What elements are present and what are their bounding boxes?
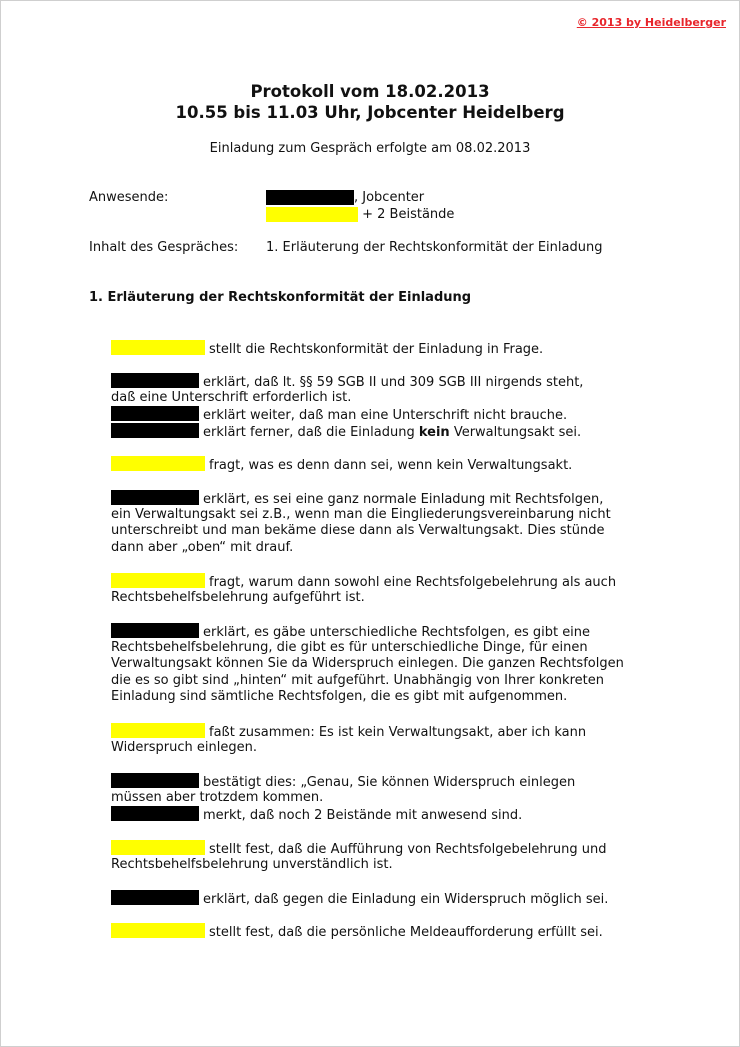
paragraph-text: erklärt, daß lt. §§ 59 SGB II und 309 SGB III nirgends steht, <box>203 375 584 390</box>
paragraph-text: stellt fest, daß die persönliche Meldeaufforderung erfüllt sei. <box>209 925 603 940</box>
paragraph-text: merkt, daß noch 2 Beistände mit anwesend sind. <box>203 808 523 824</box>
attendees-label: Anwesende: <box>89 190 169 205</box>
emphasis-text: kein <box>418 424 450 440</box>
redaction-yellow <box>111 723 205 738</box>
paragraph-text: dann aber „oben“ mit drauf. <box>111 539 294 555</box>
content-label: Inhalt des Gespräches: <box>89 240 239 255</box>
paragraph-text: Rechtsbehelfsbelehrung aufgeführt ist. <box>111 589 365 605</box>
paragraph-text: erklärt weiter, daß man eine Unterschrift nicht brauche. <box>203 408 568 424</box>
redaction-black <box>111 406 199 421</box>
paragraph-text: erklärt, es sei eine ganz normale Einladung mit Rechtsfolgen, <box>203 492 604 507</box>
paragraph-9 <box>111 840 671 873</box>
content-value: 1. Erläuterung der Rechtskonformität der Einladung <box>266 240 603 255</box>
paragraph-8 <box>111 773 671 823</box>
title-line-1: Protokoll vom 18.02.2013 <box>250 82 490 101</box>
paragraph-text: faßt zusammen: Es ist kein Verwaltungsakt, aber ich kann <box>209 725 587 740</box>
copyright-link[interactable]: © 2013 by Heidelberger <box>576 16 726 29</box>
paragraph-text: fragt, warum dann sowohl eine Rechtsfolgebelehrung als auch <box>209 575 617 590</box>
attendee-jobcenter: , Jobcenter <box>354 190 425 205</box>
paragraph-1 <box>111 340 671 357</box>
redaction-yellow <box>111 573 205 588</box>
paragraph-text: müssen aber trotzdem kommen. <box>111 789 324 805</box>
redaction-yellow <box>111 340 205 355</box>
section-heading: 1. Erläuterung der Rechtskonformität der Einladung <box>89 290 472 305</box>
paragraph-11 <box>111 923 671 940</box>
paragraph-5 <box>111 573 671 606</box>
paragraph-text: ein Verwaltungsakt sei z.B., wenn man die Eingliederungsvereinbarung nicht <box>111 506 611 522</box>
redaction-yellow <box>266 207 358 222</box>
paragraph-text: daß eine Unterschrift erforderlich ist. <box>111 389 352 405</box>
redaction-black <box>111 773 199 788</box>
paragraph-2 <box>111 373 671 439</box>
paragraph-3 <box>111 456 671 473</box>
redaction-black <box>111 373 199 388</box>
paragraph-text: die es so gibt sind „hinten“ mit aufgeführt. Unabhängig von Ihrer konkreten <box>111 672 604 688</box>
invitation-date: Einladung zum Gespräch erfolgte am 08.02.2013 <box>209 141 531 156</box>
redaction-black <box>111 490 199 505</box>
title-line-2: 10.55 bis 11.03 Uhr, Jobcenter Heidelberg <box>175 103 565 122</box>
paragraph-text: Rechtsbehelfsbelehrung unverständlich ist. <box>111 856 393 872</box>
paragraph-text: Einladung sind sämtliche Rechtsfolgen, die es gibt mit aufgenommen. <box>111 689 568 705</box>
paragraph-text: stellt die Rechtskonformität der Einladung in Frage. <box>209 342 544 357</box>
redaction-yellow <box>111 840 205 855</box>
attendee-beistaende: + 2 Beistände <box>358 207 455 222</box>
redaction-black <box>111 623 199 638</box>
paragraph-text: Rechtsbehelfsbelehrung, die gibt es für unterschiedliche Dinge, für einen <box>111 639 588 655</box>
paragraph-text: unterschreibt und man bekäme diese dann als Verwaltungsakt. Dies stünde <box>111 523 605 539</box>
paragraph-text: stellt fest, daß die Aufführung von Rechtsfolgebelehrung und <box>209 842 607 857</box>
redaction-yellow <box>111 923 205 938</box>
redaction-black <box>266 190 354 205</box>
paragraph-text: bestätigt dies: „Genau, Sie können Widerspruch einlegen <box>203 775 576 790</box>
paragraph-text: erklärt, es gäbe unterschiedliche Rechtsfolgen, es gibt eine <box>203 625 591 640</box>
paragraph-7 <box>111 723 671 756</box>
paragraph-6 <box>111 623 671 706</box>
paragraph-text: erklärt ferner, daß die Einladung <box>203 424 419 440</box>
redaction-black <box>111 423 199 438</box>
paragraph-text: Verwaltungsakt sei. <box>449 424 582 440</box>
paragraph-10 <box>111 890 671 907</box>
redaction-yellow <box>111 456 205 471</box>
paragraph-text: fragt, was es denn dann sei, wenn kein Verwaltungsakt. <box>209 458 573 473</box>
paragraph-text: Widerspruch einlegen. <box>111 739 257 755</box>
redaction-black <box>111 890 199 905</box>
paragraph-text: erklärt, daß gegen die Einladung ein Widerspruch möglich sei. <box>203 892 609 907</box>
redaction-black <box>111 806 199 821</box>
paragraph-text: Verwaltungsakt können Sie da Widerspruch einlegen. Die ganzen Rechtsfolgen <box>111 656 624 672</box>
paragraph-4 <box>111 490 671 556</box>
